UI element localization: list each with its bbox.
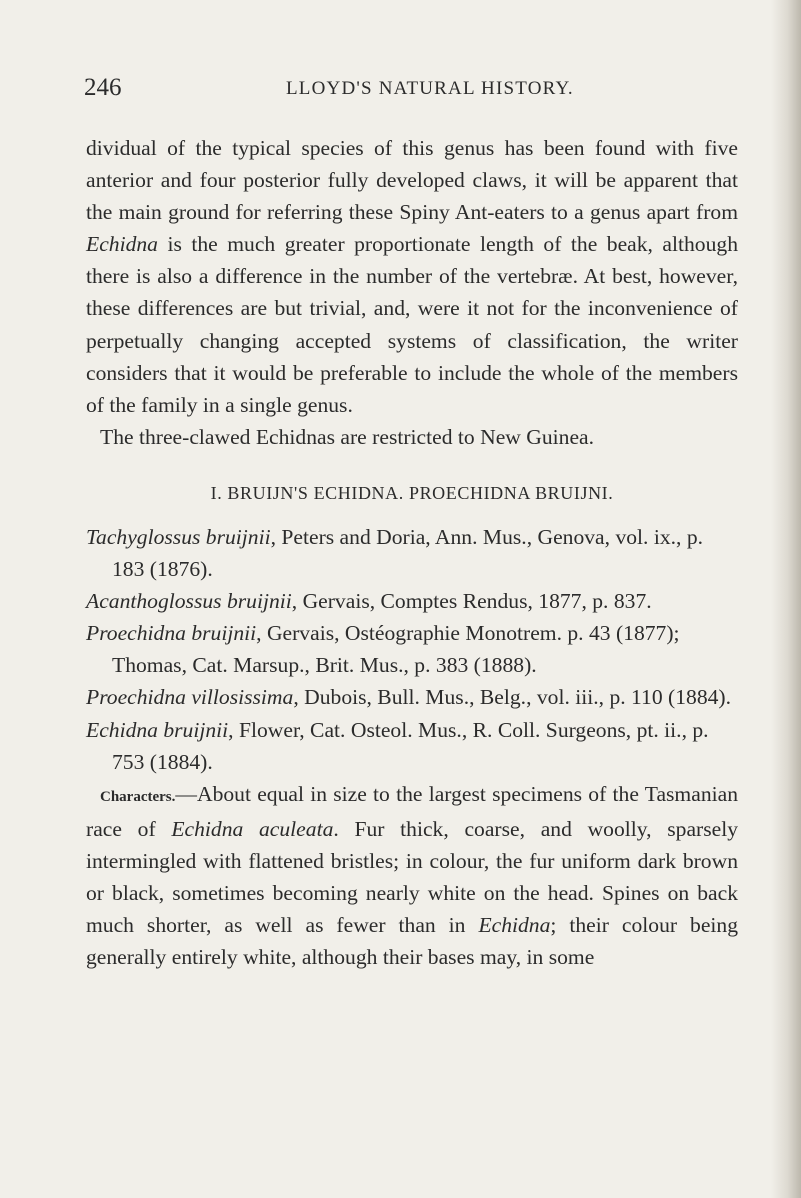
synonym-name: Tachyglossus bruijnii <box>86 524 271 549</box>
synonym-name: Acanthoglossus bruijnii <box>86 589 292 614</box>
page-body <box>86 132 738 973</box>
synonym-entry <box>86 714 738 778</box>
synonym-reference: , Flower, Cat. Osteol. Mus., R. Coll. Surgeons, pt. ii., p. 753 (1884). <box>112 717 709 774</box>
synonym-reference: , Peters and Doria, Ann. Mus., Genova, vol. ix., p. 183 (1876). <box>112 524 704 582</box>
characters-text-a: —About equal in size to the largest specimens of the Tasmanian race of <box>86 781 738 841</box>
paragraph-intro <box>86 132 738 421</box>
synonym-entry <box>86 585 738 617</box>
page-header <box>84 74 734 106</box>
species-echidna-aculeata: Echidna aculeata <box>171 816 334 841</box>
synonym-reference: , Gervais, Comptes Rendus, 1877, p. 837. <box>291 589 652 614</box>
synonym-entry <box>86 521 738 585</box>
genus-echidna: Echidna <box>86 232 158 257</box>
intro-text-a: dividual of the typical species of this genus has been found with five anterior and four posterior fully developed claws, it will be apparent that the main ground for referring these Spiny Ant-eaters to a genus apart from <box>86 136 738 225</box>
section-heading: I. BRUIJN'S ECHIDNA. PROECHIDNA BRUIJNI. <box>210 482 614 503</box>
paragraph-characters <box>86 778 738 974</box>
page-edge-shadow <box>771 0 801 1198</box>
characters-text-c: ; their colour being generally entirely white, although their bases may, in some <box>86 913 738 970</box>
synonym-entry <box>86 681 738 713</box>
synonym-reference: , Gervais, Ostéographie Monotrem. p. 43 (1877); Thomas, Cat. Marsup., Brit. Mus., p. 383 (1888). <box>112 621 680 678</box>
running-title: LLOYD'S NATURAL HISTORY. <box>286 78 574 99</box>
synonym-name: Echidna bruijnii <box>86 717 229 742</box>
synonym-reference: , Dubois, Bull. Mus., Belg., vol. iii., p. 110 (1884). <box>293 685 732 710</box>
genus-echidna-2: Echidna <box>478 913 551 938</box>
synonym-entry <box>86 617 738 681</box>
synonym-name: Proechidna bruijnii <box>86 621 257 646</box>
intro-text-b: is the much greater proportionate length of the beak, although there is also a difference in the number of the vertebræ. At best, however, these differences are but trivial, and, were it not for the inconvenience of perpetually changing accepted systems of classification, the writer considers that it would be preferable to include the whole of the members of the family in a single genus. <box>86 232 738 417</box>
paragraph-range: The three-clawed Echidnas are restricted to New Guinea. <box>100 424 595 449</box>
page-number: 246 <box>84 74 122 101</box>
characters-label: Characters. <box>100 788 176 805</box>
synonym-name: Proechidna villosissima <box>86 685 294 710</box>
characters-text-b: . Fur thick, coarse, and woolly, sparsely intermingled with flattened bristles; in colour, the fur uniform dark brown or black, sometimes becoming nearly white on the head. Spines on back much shorter, as well as fewer than in <box>86 816 739 938</box>
